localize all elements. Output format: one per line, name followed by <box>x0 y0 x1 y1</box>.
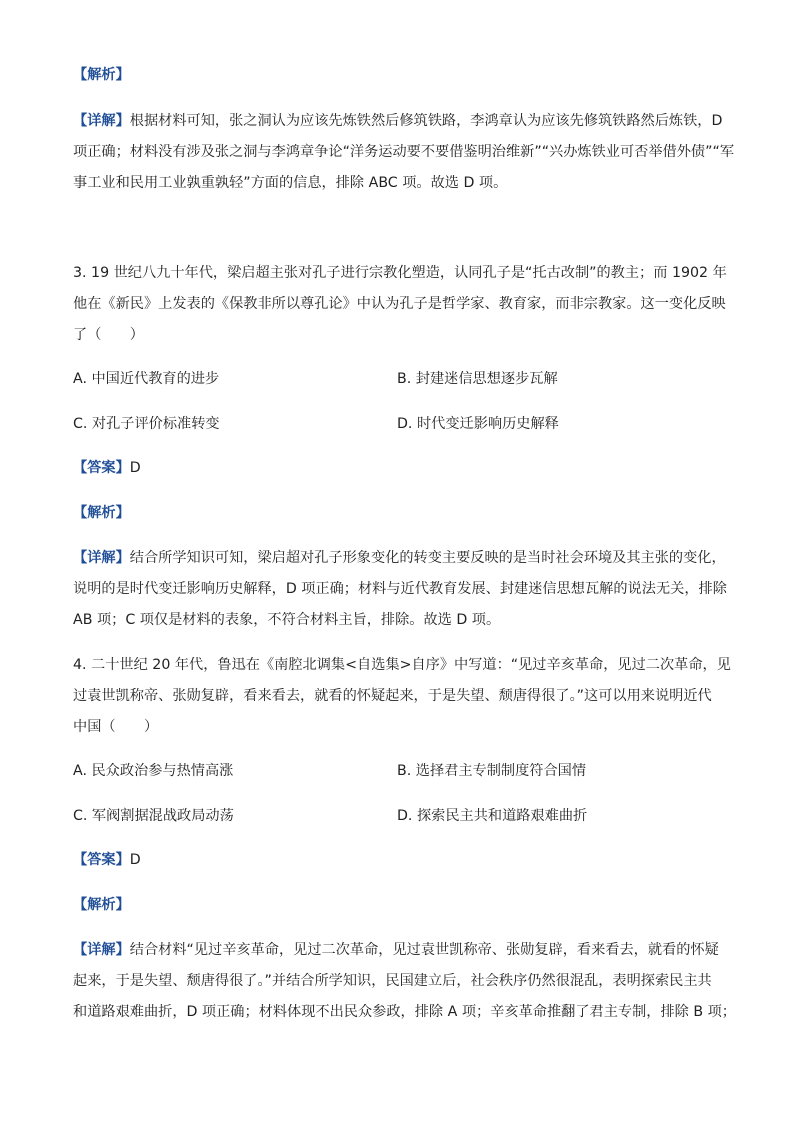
analysis-label: 【解析】 <box>73 67 130 83</box>
detail-line: 事工业和民用工业孰重孰轻”方面的信息，排除 ABC 项。故选 D 项。 <box>73 175 508 191</box>
option-b: B. 封建迷信思想逐步瓦解 <box>397 371 558 387</box>
question-stem-line: 3. 19 世纪八九十年代，梁启超主张对孔子进行宗教化塑造，认同孔子是“托古改制”的教主；而 1902 年 <box>73 265 727 281</box>
answer-label: 【答案】 <box>73 460 130 476</box>
detail-line: 和道路艰难曲折，D 项正确；材料体现不出民众参政，排除 A 项；辛亥革命推翻了君主专制，排除 B 项； <box>73 1004 736 1020</box>
answer-line <box>73 850 141 870</box>
detail-line <box>73 548 726 568</box>
detail-label: 【详解】 <box>73 113 130 129</box>
detail-line: 说明的是时代变迁影响历史解释，D 项正确；材料与近代教育发展、封建迷信思想瓦解的说法无关，排除 <box>73 581 727 597</box>
detail-text: 根据材料可知，张之洞认为应该先炼铁然后修筑铁路，李鸿章认为应该先修筑铁路然后炼铁，D <box>129 113 723 129</box>
option-a: A. 中国近代教育的进步 <box>73 371 220 387</box>
question-stem-line: 过袁世凯称帝、张勋复辟，看来看去，就看的怀疑起来，于是失望、颓唐得很了。”这可以用来说明近代 <box>73 688 712 704</box>
option-a: A. 民众政治参与热情高涨 <box>73 763 234 779</box>
detail-line: 项正确；材料没有涉及张之洞与李鸿章争论“洋务运动要不要借鉴明治维新”“兴办炼铁业可否举借外债”“军 <box>73 144 735 160</box>
analysis-label: 【解析】 <box>73 505 130 521</box>
option-c: C. 对孔子评价标准转变 <box>73 416 220 432</box>
answer-line <box>73 458 141 478</box>
option-c: C. 军阀割据混战政局动荡 <box>73 808 234 824</box>
detail-label: 【详解】 <box>73 550 130 566</box>
answer-label: 【答案】 <box>73 852 130 868</box>
detail-text: 结合材料“见过辛亥革命，见过二次革命，见过袁世凯称帝、张勋复辟，看来看去，就看的怀疑 <box>129 942 719 958</box>
detail-line: 起来，于是失望、颓唐得很了。”并结合所学知识，民国建立后，社会秩序仍然很混乱，表明探索民主共 <box>73 973 712 989</box>
detail-text: 结合所学知识可知，梁启超对孔子形象变化的转变主要反映的是当时社会环境及其主张的变化， <box>129 550 726 566</box>
analysis-label: 【解析】 <box>73 897 130 913</box>
option-d: D. 探索民主共和道路艰难曲折 <box>397 808 588 824</box>
detail-line: AB 项；C 项仅是材料的表象，不符合材料主旨，排除。故选 D 项。 <box>73 612 501 628</box>
answer-value: D <box>129 852 141 868</box>
detail-label: 【详解】 <box>73 942 130 958</box>
detail-line <box>73 940 719 960</box>
answer-value: D <box>129 460 141 476</box>
detail-line <box>73 111 722 131</box>
question-stem-line: 他在《新民》上发表的《保教非所以尊孔论》中认为孔子是哲学家、教育家，而非宗教家。这一变化反映 <box>73 296 726 312</box>
option-b: B. 选择君主专制制度符合国情 <box>397 763 587 779</box>
option-d: D. 时代变迁影响历史解释 <box>397 416 559 432</box>
question-stem-line: 中国（ ） <box>73 719 159 735</box>
question-stem-line: 4. 二十世纪 20 年代，鲁迅在《南腔北调集<自选集>自序》中写道：“见过辛亥革命，见过二次革命，见 <box>73 657 731 673</box>
question-stem-line: 了（ ） <box>73 327 144 343</box>
